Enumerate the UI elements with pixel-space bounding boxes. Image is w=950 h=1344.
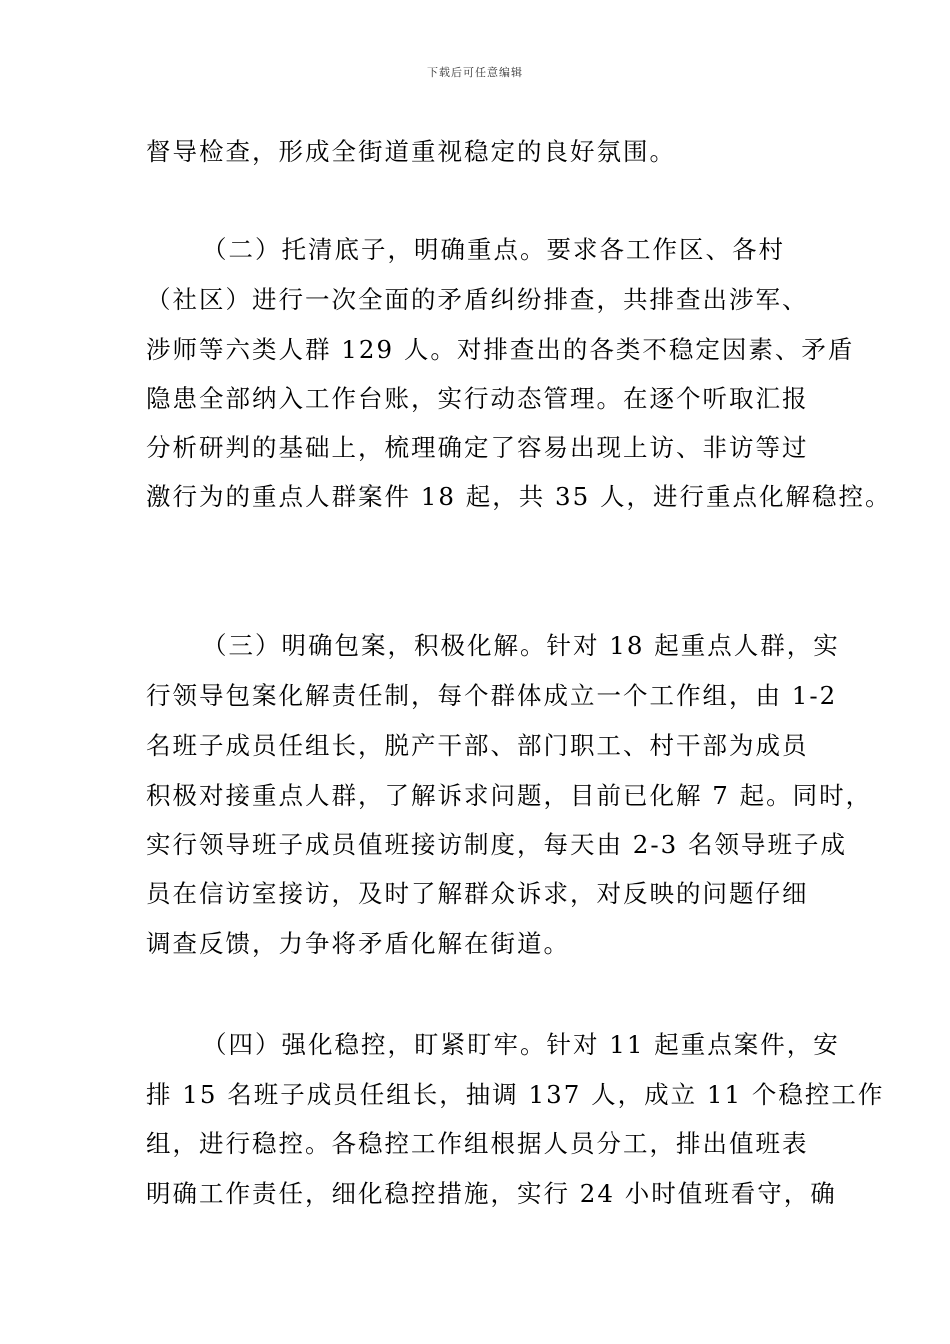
text-line: 调查反馈，力争将矛盾化解在街道。 — [146, 929, 570, 958]
text-line: 督导检查，形成全街道重视稳定的良好氛围。 — [146, 137, 676, 166]
text-line: 排 15 名班子成员任组长，抽调 137 人，成立 11 个稳控工作 — [146, 1080, 885, 1109]
text-line: 分析研判的基础上，梳理确定了容易出现上访、非访等过 — [146, 433, 809, 462]
text-line: 员在信访室接访，及时了解群众诉求，对反映的问题仔细 — [146, 879, 809, 908]
text-line: 行领导包案化解责任制，每个群体成立一个工作组，由 1-2 — [146, 681, 838, 710]
text-line: （社区）进行一次全面的矛盾纠纷排查，共排查出涉军、 — [146, 285, 809, 314]
text-line: 隐患全部纳入工作台账，实行动态管理。在逐个听取汇报 — [146, 384, 809, 413]
paragraph-start-line: （三）明确包案，积极化解。针对 18 起重点人群，实 — [202, 631, 840, 660]
text-line: 涉师等六类人群 129 人。对排查出的各类不稳定因素、矛盾 — [146, 335, 855, 364]
text-line: 实行领导班子成员值班接访制度，每天由 2-3 名领导班子成 — [146, 830, 848, 859]
page-header: 下载后可任意编辑 — [427, 66, 523, 79]
text-line: 明确工作责任，细化稳控措施，实行 24 小时值班看守，确 — [146, 1179, 837, 1208]
paragraph-start-line: （四）强化稳控，盯紧盯牢。针对 11 起重点案件，安 — [202, 1030, 840, 1059]
text-line: 积极对接重点人群，了解诉求问题，目前已化解 7 起。同时， — [146, 781, 873, 810]
paragraph-start-line: （二）托清底子，明确重点。要求各工作区、各村 — [202, 235, 785, 264]
text-line: 激行为的重点人群案件 18 起，共 35 人，进行重点化解稳控。 — [146, 482, 892, 511]
text-line: 组，进行稳控。各稳控工作组根据人员分工，排出值班表 — [146, 1129, 809, 1158]
text-line: 名班子成员任组长，脱产干部、部门职工、村干部为成员 — [146, 731, 809, 760]
